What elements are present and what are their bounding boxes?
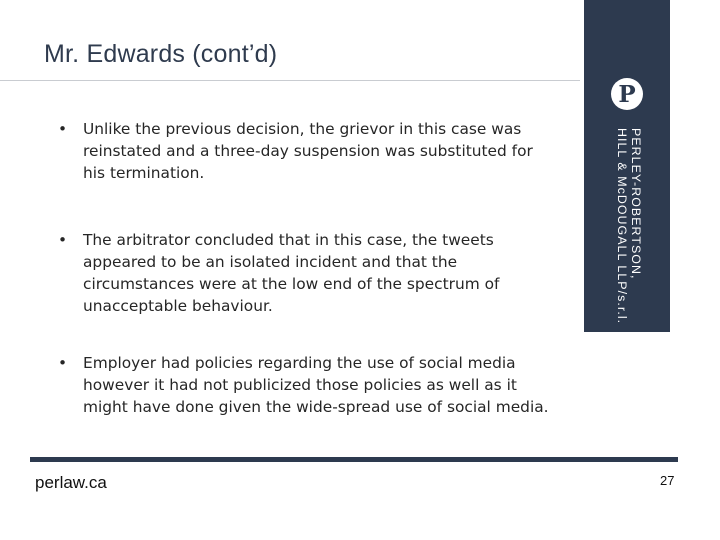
bullet-item [58,352,558,418]
firm-name-line-2: HILL & McDOUGALL LLP/s.r.l. [615,128,629,325]
bullet-dot-icon: • [58,354,68,372]
bullet-text: The arbitrator concluded that in this case, the tweets appeared to be an isolated incident and that the circumstances were at the low end of the spectrum of unacceptable behaviour. [83,231,500,315]
bullet-dot-icon: • [58,231,68,249]
bullet-list [58,118,558,418]
bullet-dot-icon: • [58,120,68,138]
bullet-text: Employer had policies regarding the use of social media however it had not publicized those policies as well as it might have done given the wide-spread use of social media. [83,354,549,416]
title-divider [0,80,580,81]
slide-title: Mr. Edwards (cont’d) [44,40,278,68]
page-number: 27 [660,473,675,488]
logo-monogram-icon: P [611,78,643,110]
bullet-item [58,118,558,184]
bullet-text: Unlike the previous decision, the grievor in this case was reinstated and a three-day suspension was substituted for his termination. [83,120,533,182]
firm-name [615,128,643,324]
footer-bar [30,457,678,462]
firm-name-line-1: PERLEY-ROBERTSON, [629,128,643,280]
bullet-item [58,229,558,317]
footer-website: perlaw.ca [35,473,107,492]
